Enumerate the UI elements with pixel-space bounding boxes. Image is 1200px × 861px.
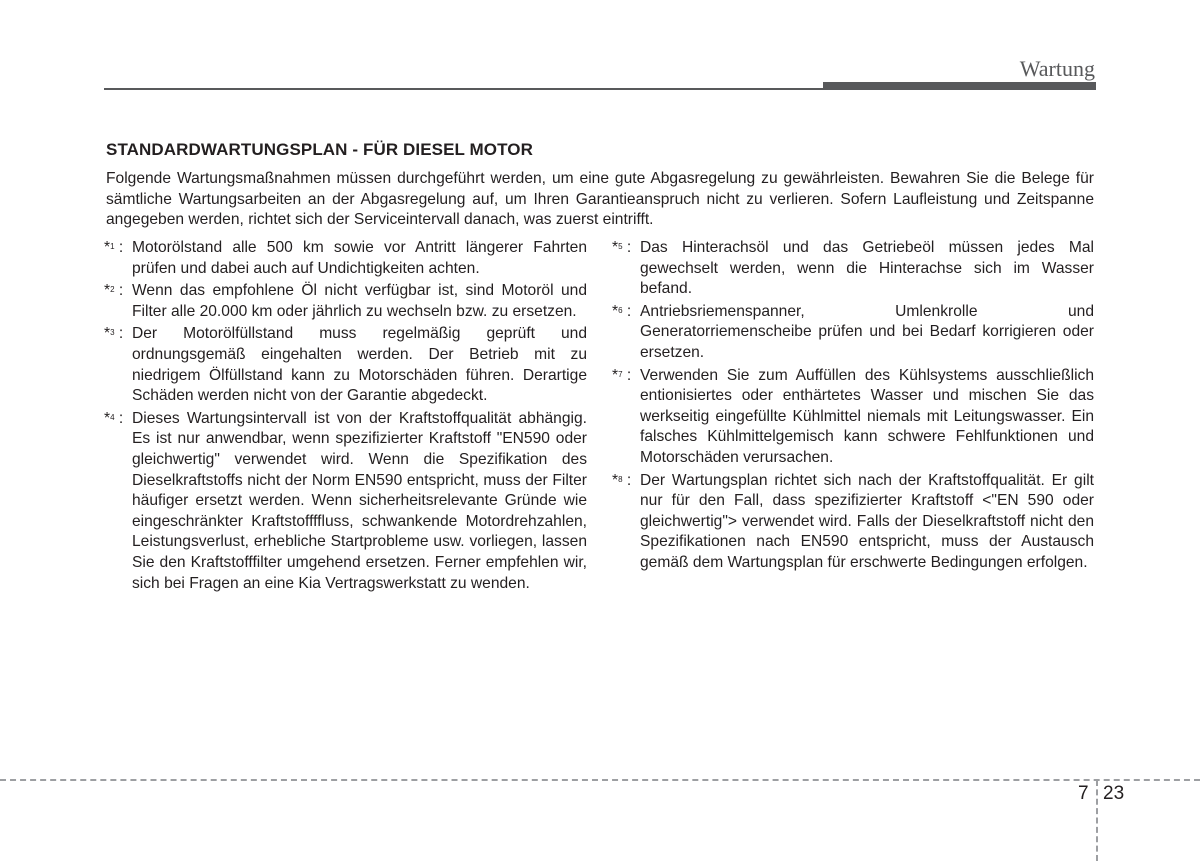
footnote-separator: : (626, 366, 632, 384)
footnote-star: * (612, 471, 619, 489)
footnote-marker (612, 471, 631, 492)
footnote-marker (104, 238, 123, 259)
footnote-3 (104, 324, 587, 406)
footnote-marker (104, 281, 123, 302)
chapter-number: 7 (1078, 783, 1089, 804)
footnote-separator: : (118, 325, 124, 343)
page-title: STANDARDWARTUNGSPLAN - FÜR DIESEL MOTOR (106, 140, 534, 159)
footnote-text: Das Hinterachsöl und das Getriebeöl müssen jedes Mal gewechselt werden, wenn die Hinterachse sich im Wasser befand. (640, 239, 1094, 298)
intro-paragraph: Folgende Wartungsmaßnahmen müssen durchgeführt werden, um eine gute Abgasregelung zu gewährleisten. Bewahren Sie die Belege für sämtliche Wartungsarbeiten an der Abgasregelung auf, um Ihren Garantieanspruch nicht zu verlieren. Sofern Laufleistung und Zeitspanne angegeben werden, richtet sich der Serviceintervall danach, was zuerst eintrifft. (106, 170, 1094, 229)
footnote-marker (612, 302, 631, 323)
footnote-text: Dieses Wartungsintervall ist von der Kraftstoffqualität abhängig. Es ist nur anwendbar, wenn spezifizierter Kraftstoff "EN590 oder gleichwertig" verwendet wird. Wenn die Spezifikation des Dieselkraftstoffs nicht der Norm EN590 entspricht, muss der Filter häufiger ersetzt werden. Wenn sicherheitsrelevante Gründe wie eingeschränkter Kraftstoffffluss, schwankende Motordrehzahlen, Leistungsverlust, erhebliche Startprobleme usw. vorliegen, lassen Sie den Kraftstofffilter umgehend ersetzen. Ferner empfehlen wir, sich bei Fragen an eine Kia Vertragswerkstatt zu wenden. (132, 409, 587, 592)
footnote-separator: : (118, 282, 124, 300)
header-tab-bar (823, 82, 1096, 89)
footnote-1 (104, 238, 587, 279)
footnote-star: * (104, 239, 111, 256)
footnote-2 (104, 281, 587, 322)
footnote-text: Der Wartungsplan richtet sich nach der Kraftstoffqualität. Er gilt nur für den Fall, dass spezifizierter Kraftstoff <"EN 590 oder gleichwertig"> verwendet wird. Falls der Dieselkraftstoff nicht den Spezifikationen nach EN590 entspricht, muss der Austausch gemäß dem Wartungsplan für erschwerte Bedingungen erfolgen. (640, 471, 1094, 571)
footnote-number: 6 (618, 305, 623, 315)
footnote-star: * (612, 239, 619, 256)
notes-column-left (104, 238, 587, 596)
footnote-marker (104, 409, 123, 430)
footnote-number: 3 (110, 328, 115, 338)
footer-dashed-rule (0, 779, 1200, 781)
footnote-text: Der Motorölfüllstand muss regelmäßig geprüft und ordnungsgemäß eingehalten werden. Der Betrieb mit zu niedrigem Ölfüllstand kann zu Motorschäden führen. Derartige Schäden werden nicht von der Garantie abgedeckt. (132, 325, 587, 405)
footnote-separator: : (626, 471, 632, 489)
footnote-7 (612, 366, 1094, 469)
footnote-marker (612, 238, 631, 259)
footnote-separator: : (626, 239, 632, 256)
footnote-4 (104, 409, 587, 594)
footnote-number: 7 (618, 369, 623, 379)
footnote-marker (104, 324, 123, 345)
section-header: Wartung (1019, 56, 1095, 81)
footnote-star: * (104, 325, 111, 343)
footnote-separator: : (626, 302, 632, 320)
footnote-number: 1 (110, 242, 115, 251)
footnote-star: * (612, 302, 619, 320)
footnote-number: 4 (110, 412, 115, 422)
footnote-separator: : (118, 409, 124, 427)
footnote-star: * (612, 366, 619, 384)
footnote-text: Wenn das empfohlene Öl nicht verfügbar ist, sind Motoröl und Filter alle 20.000 km oder jährlich zu wechseln bzw. zu ersetzen. (132, 282, 587, 320)
notes-column-right (612, 238, 1094, 576)
footnote-number: 5 (618, 242, 623, 251)
footnote-text: Antriebsriemenspanner, Umlenkrolle und Generatorriemenscheibe prüfen und bei Bedarf korrigieren oder ersetzen. (640, 302, 1094, 361)
footnote-separator: : (118, 239, 124, 256)
footnote-marker (612, 366, 631, 387)
footnote-star: * (104, 282, 111, 300)
page-number: 23 (1103, 783, 1125, 804)
footnote-star: * (104, 409, 111, 427)
footnote-6 (612, 302, 1094, 364)
footnote-number: 2 (110, 285, 115, 295)
footnote-number: 8 (618, 474, 623, 484)
footnote-5 (612, 238, 1094, 300)
footer-dashed-divider (1096, 780, 1098, 861)
footnote-text: Verwenden Sie zum Auffüllen des Kühlsystems ausschließlich entionisiertes oder enthärtetes Wasser und mischen Sie das werkseitig eingefüllte Kühlmittel niemals mit Leitungswasser. Ein falsches Kühlmittelgemisch kann schwere Fehlfunktionen und Motorschäden verursachen. (640, 366, 1094, 466)
footnote-text: Motorölstand alle 500 km sowie vor Antritt längerer Fahrten prüfen und dabei auch auf Undichtigkeiten achten. (132, 239, 587, 277)
footnote-8 (612, 471, 1094, 574)
